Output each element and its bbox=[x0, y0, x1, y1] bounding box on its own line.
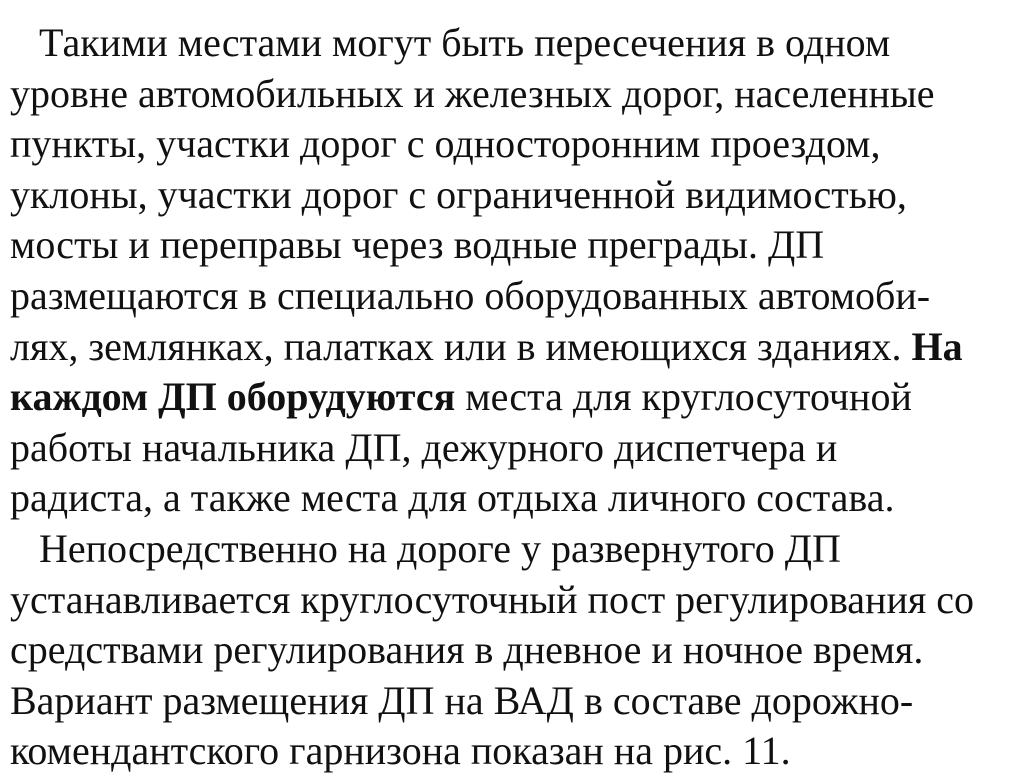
text-segment: мосты и переправы через водные преграды. ДП bbox=[10, 222, 825, 268]
text-line bbox=[10, 676, 1020, 727]
text-segment: лях, землянках, палатках или в имеющихся зданиях. bbox=[10, 323, 912, 369]
text-line bbox=[10, 423, 1020, 474]
text-line bbox=[10, 625, 1020, 676]
text-segment: пункты, участки дорог с односторонним проездом, bbox=[10, 121, 881, 167]
text-segment: Вариант размещения ДП на ВАД в составе дорожно- bbox=[10, 677, 914, 723]
text-segment: устанавливается круглосуточный пост регулирования со bbox=[10, 576, 975, 622]
text-line bbox=[10, 220, 1020, 271]
text-line bbox=[10, 170, 1020, 221]
text-segment: средствами регулирования в дневное и ночное время. bbox=[10, 627, 924, 673]
text-line bbox=[10, 271, 1020, 322]
text-segment: комендантского гарнизона показан на рис. 11. bbox=[10, 728, 791, 774]
body-text bbox=[10, 18, 1020, 777]
bold-text-segment: На bbox=[911, 323, 963, 369]
text-line bbox=[10, 119, 1020, 170]
text-line bbox=[10, 372, 1020, 423]
text-segment: Такими местами могут быть пересечения в одном bbox=[39, 20, 891, 65]
text-line bbox=[10, 18, 1020, 69]
text-line bbox=[10, 524, 1020, 575]
text-line bbox=[10, 473, 1020, 524]
text-segment: уклоны, участки дорог с ограниченной видимостью, bbox=[10, 171, 907, 217]
text-line bbox=[10, 322, 1020, 373]
text-line bbox=[10, 726, 1020, 777]
text-segment: радиста, а также места для отдыха личного состава. bbox=[10, 475, 895, 521]
text-line bbox=[10, 69, 1020, 120]
bold-text-segment: каждом ДП оборудуются bbox=[10, 374, 456, 420]
text-segment: уровне автомобильных и железных дорог, населенные bbox=[10, 70, 935, 116]
text-line bbox=[10, 575, 1020, 626]
text-segment: размещаются в специально оборудованных автомоби- bbox=[10, 272, 931, 318]
text-segment: Непосредственно на дороге у развернутого ДП bbox=[39, 525, 841, 571]
text-segment: места для круглосуточной bbox=[455, 374, 912, 420]
text-segment: работы начальника ДП, дежурного диспетчера и bbox=[10, 424, 838, 470]
